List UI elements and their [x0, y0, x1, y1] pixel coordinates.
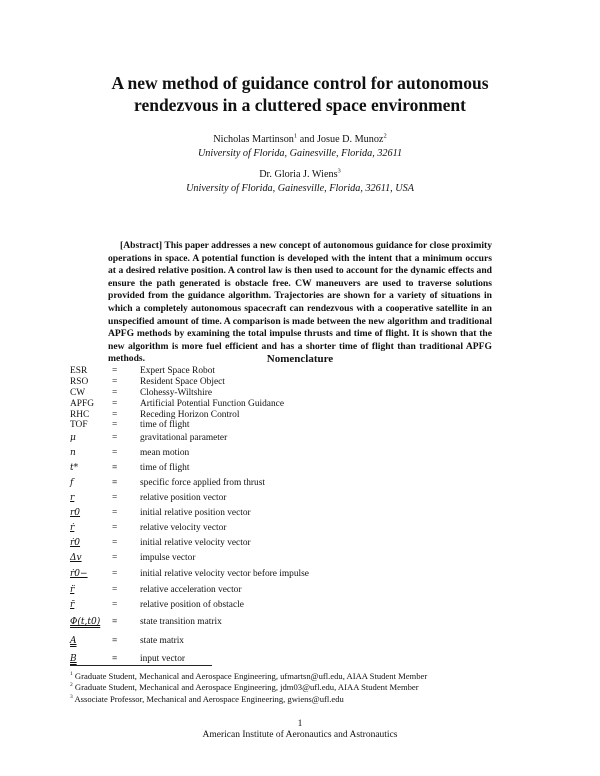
nomenclature-row [70, 446, 520, 461]
nomenclature-symbol: CW [70, 387, 86, 398]
nomenclature-equals: = [112, 433, 118, 444]
nomenclature-row [70, 551, 520, 566]
author-footnote-mark-3: 3 [337, 167, 341, 175]
author-name-2: and Josue D. Munoz [297, 134, 384, 145]
nomenclature-row [70, 491, 520, 506]
nomenclature-equals: = [112, 478, 118, 489]
nomenclature-row [70, 461, 520, 476]
nomenclature-row [70, 398, 520, 409]
nomenclature-row [70, 420, 520, 431]
nomenclature-equals: = [112, 493, 118, 504]
author-group-1 [60, 133, 540, 160]
nomenclature-row [70, 377, 520, 388]
nomenclature-table [70, 366, 520, 668]
nomenclature-row [70, 613, 520, 632]
symbol-r: r [70, 493, 75, 504]
nomenclature-definition: Clohessy-Wiltshire [140, 387, 213, 398]
footnote-number: 3 [70, 693, 73, 700]
nomenclature-symbol: TOF [70, 420, 88, 431]
footnote-text: Graduate Student, Mechanical and Aerospace Engineering, jdm03@ufl.edu, AIAA Student Member [74, 682, 419, 693]
nomenclature-symbol: RSO [70, 377, 89, 388]
nomenclature-equals: = [112, 366, 118, 377]
nomenclature-definition: initial relative velocity vector [140, 538, 251, 549]
author-affiliation-1: University of Florida, Gainesville, Florida, 32611 [197, 147, 403, 159]
author-affiliation-2: University of Florida, Gainesville, Florida, 32611, USA [186, 182, 414, 194]
footnotes [70, 671, 540, 705]
nomenclature-equals: = [112, 635, 118, 646]
nomenclature-definition: initial relative velocity vector before impulse [140, 569, 309, 580]
symbol-r0-dot-minus: ṙ0− [70, 569, 88, 580]
footnote-divider [70, 665, 212, 666]
nomenclature-definition: initial relative position vector [140, 508, 251, 519]
nomenclature-definition: specific force applied from thrust [140, 478, 265, 489]
footnote-number: 1 [70, 671, 73, 678]
nomenclature-definition: relative position vector [140, 493, 227, 504]
abstract-paragraph: [Abstract] This paper addresses a new concept of autonomous guidance for close proximity operations in space. A potential function is developed with the intent that a minimum occurs at a desired relative position. A control law is then used to account for the dynamic effects and ensure the path generated is obstacle free. CW maneuvers are used to traverse solutions provided from the guidance algorithm. Trajectories are shown for a variety of situations in which a completely autonomous spacecraft can rendezvous with a cooperative satellite in an unspecified amount of time. A comparison is made between the new algorithm and traditional APFG methods by examining the total impulse thrusts and time of flight. It is shown that the new algorithm is more fuel efficient and has a shorter time of flight than traditional APFG methods. [108, 240, 492, 365]
nomenclature-definition: time of flight [140, 463, 190, 474]
nomenclature-row [70, 632, 520, 650]
symbol-r-dot: ṙ [70, 523, 75, 534]
nomenclature-row [70, 409, 520, 420]
nomenclature-definition: Artificial Potential Function Guidance [140, 398, 284, 409]
nomenclature-definition: relative position of obstacle [140, 600, 244, 611]
nomenclature-equals: = [112, 553, 118, 564]
nomenclature-equals: = [112, 585, 118, 596]
footnote-text: Associate Professor, Mechanical and Aerospace Engineering, gwiens@ufl.edu [74, 693, 344, 704]
symbol-r-bar: r̄ [70, 600, 75, 611]
footnote [70, 694, 540, 705]
nomenclature-row [70, 566, 520, 583]
nomenclature-equals: = [112, 409, 118, 420]
author-names [60, 133, 540, 147]
author-footnote-mark-2: 2 [383, 132, 387, 140]
nomenclature-equals: = [112, 463, 118, 474]
nomenclature-equals: = [112, 653, 118, 664]
nomenclature-row [70, 583, 520, 598]
nomenclature-equals: = [112, 523, 118, 534]
nomenclature-definition: Resident Space Object [140, 377, 225, 388]
nomenclature-definition: relative acceleration vector [140, 585, 242, 596]
author-names-2 [60, 168, 540, 182]
nomenclature-row [70, 366, 520, 377]
nomenclature-definition: impulse vector [140, 553, 196, 564]
nomenclature-definition: gravitational parameter [140, 433, 228, 444]
footnote-number: 2 [70, 682, 73, 689]
footnote [70, 682, 540, 693]
nomenclature-equals: = [112, 387, 118, 398]
nomenclature-row [70, 388, 520, 399]
nomenclature-equals: = [112, 538, 118, 549]
nomenclature-symbol: RHC [70, 409, 90, 420]
nomenclature-definition: mean motion [140, 448, 190, 459]
nomenclature-equals: = [112, 617, 118, 628]
nomenclature-row [70, 431, 520, 446]
nomenclature-equals: = [112, 398, 118, 409]
symbol-r0: r0 [70, 508, 81, 519]
title-line-1: A new method of guidance control for autonomous [111, 73, 489, 93]
symbol-a: A [70, 635, 77, 646]
page-number: 1 [297, 719, 303, 729]
nomenclature-equals: = [112, 377, 118, 388]
author-name-1: Nicholas Martinson [213, 134, 294, 145]
nomenclature-row [70, 598, 520, 613]
nomenclature-definition: input vector [140, 653, 186, 664]
nomenclature-symbol: ESR [70, 366, 88, 377]
symbol-t-star: t* [70, 463, 79, 474]
author-group-2 [60, 168, 540, 195]
nomenclature-equals: = [112, 600, 118, 611]
author-name-3: Dr. Gloria J. Wiens [259, 169, 338, 180]
nomenclature-heading: Nomenclature [266, 353, 334, 365]
nomenclature-definition: state matrix [140, 635, 184, 646]
nomenclature-equals: = [112, 420, 118, 431]
nomenclature-symbol: APFG [70, 398, 94, 409]
nomenclature-definition: relative velocity vector [140, 523, 227, 534]
footnote [70, 671, 540, 682]
nomenclature-definition: Expert Space Robot [140, 366, 215, 377]
symbol-f: f [70, 478, 74, 489]
symbol-b: B [70, 653, 77, 664]
page-footer: American Institute of Aeronautics and Astronautics [202, 730, 398, 740]
nomenclature-row [70, 536, 520, 551]
nomenclature-row [70, 476, 520, 491]
symbol-r-ddot: r̈ [70, 585, 75, 596]
symbol-phi: Φ(t,t0) [70, 617, 101, 628]
symbol-mu: μ [70, 433, 76, 444]
footnote-text: Graduate Student, Mechanical and Aerospace Engineering, ufmartsn@ufl.edu, AIAA Student Member [74, 671, 428, 681]
nomenclature-row [70, 506, 520, 521]
nomenclature-equals: = [112, 508, 118, 519]
author-footnote-mark-1: 1 [293, 132, 298, 140]
nomenclature-definition: state transition matrix [140, 617, 222, 628]
paper-title [60, 72, 540, 116]
nomenclature-definition: time of flight [140, 420, 190, 431]
nomenclature-equals: = [112, 569, 118, 580]
symbol-n: n [70, 448, 76, 459]
nomenclature-row [70, 521, 520, 536]
title-line-2: rendezvous in a cluttered space environment [134, 95, 466, 115]
nomenclature-equals: = [112, 448, 118, 459]
nomenclature-definition: Receding Horizon Control [140, 409, 240, 420]
symbol-delta-v: Δv [70, 553, 82, 564]
symbol-r0-dot: ṙ0 [70, 538, 81, 549]
